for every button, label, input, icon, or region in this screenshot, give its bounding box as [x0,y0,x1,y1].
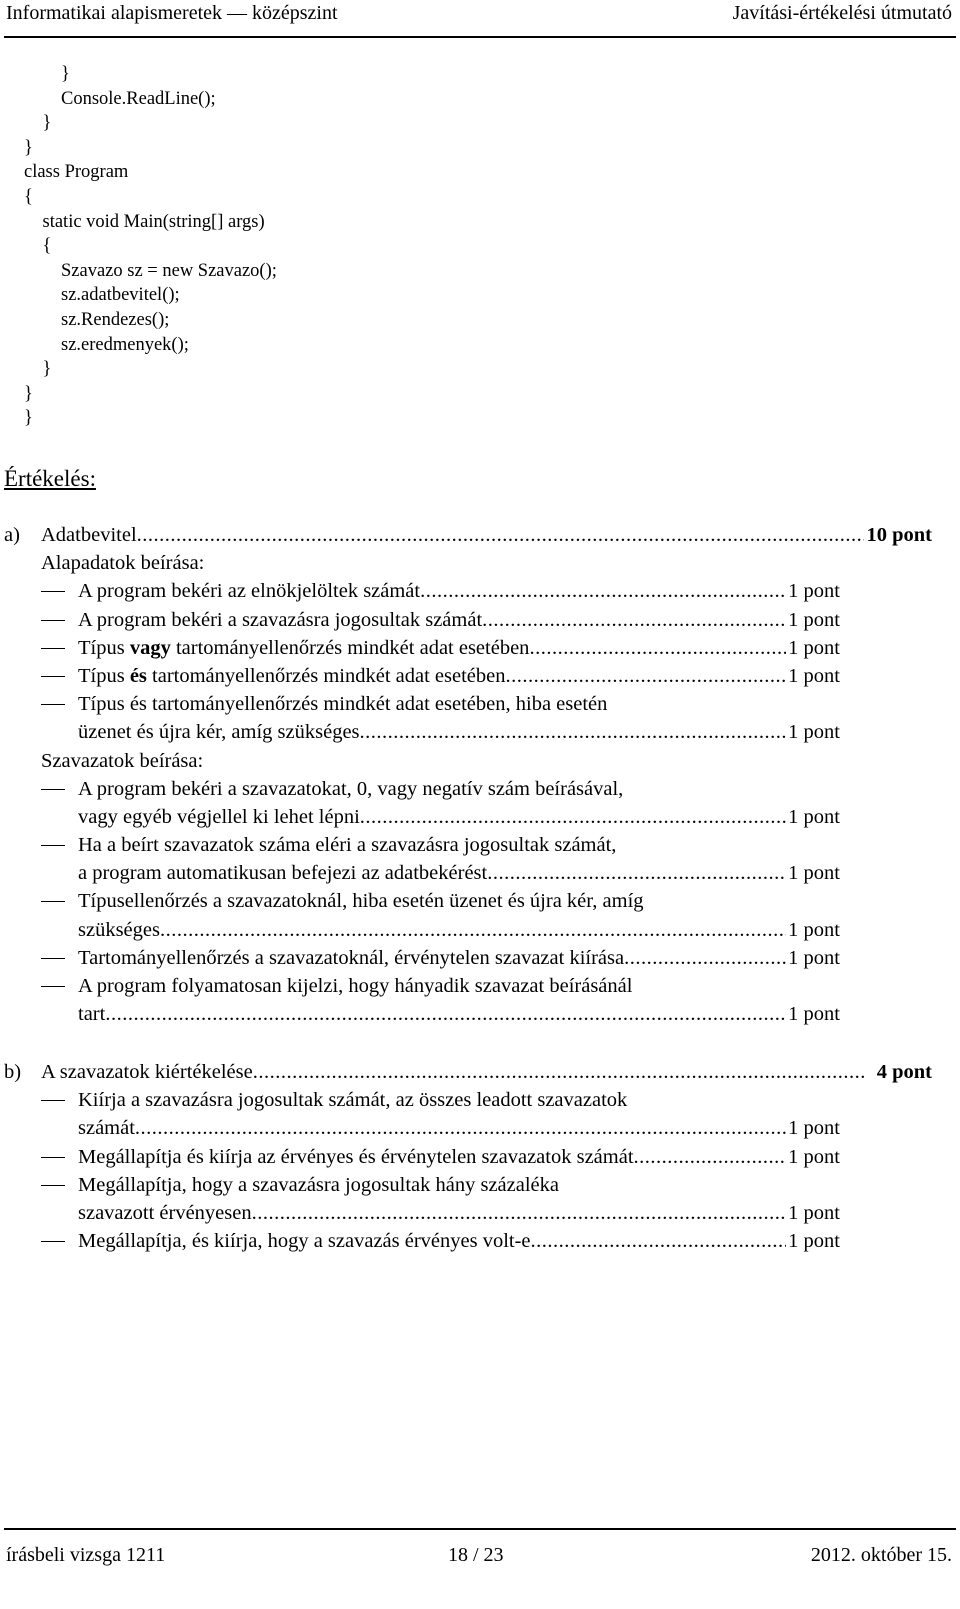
item-text-line1: Típus és tartományellenőrzés mindkét adat esetében, hiba esetén [78,693,608,716]
item-points: 1 pont [788,1145,840,1168]
leader-dots [137,521,865,549]
item-text-line1: Kiírja a szavazásra jogosultak számát, az összes leadott szavazatok [78,1089,628,1112]
dash-bullet [41,789,65,790]
section-points: 4 pont [876,1061,932,1083]
code-line: } [24,137,33,158]
item-points: 1 pont [788,664,840,687]
item-points: 1 pont [788,862,840,885]
item-points: 1 pont [788,636,840,659]
item-text-emphasis: és [129,664,147,687]
dash-bullet [41,676,65,677]
code-line: } [24,383,33,404]
item-text-line1: A program bekéri a szavazatokat, 0, vagy negatív szám beírásával, [78,777,624,800]
list-item [4,690,932,718]
leader-dots [506,662,787,690]
item-points: 1 pont [788,1003,840,1026]
dash-bullet [41,958,65,959]
leader-dots [252,1199,787,1227]
section-title: Adatbevitel [41,524,137,546]
list-item [4,944,932,972]
code-line: } [24,113,52,134]
leader-dots [529,634,786,662]
item-text-emphasis: vagy [129,636,171,659]
dash-bullet [41,986,65,987]
group-title: Alapadatok beírása: [41,552,205,575]
code-line: sz.Rendezes(); [24,309,170,330]
dash-bullet [41,1100,65,1101]
leader-dots [105,1000,786,1028]
leader-dots [482,606,786,634]
code-line: { [24,236,52,257]
section-title: A szavazatok kiértékelése [41,1061,253,1083]
footer-date: 2012. október 15. [810,1544,952,1566]
section-a [4,521,932,1028]
item-text-line1: Típusellenőrzés a szavazatoknál, hiba esetén üzenet és újra kér, amíg [78,890,644,913]
list-item [4,831,932,859]
footer-exam-code: írásbeli vizsga 1211 [6,1544,166,1566]
dash-bullet [41,1157,65,1158]
dash-bullet [41,620,65,621]
list-item [4,972,932,1000]
item-text-pre: Típus [78,636,130,659]
code-line: } [24,359,52,380]
dash-bullet [41,704,65,705]
dash-bullet [41,591,65,592]
leader-dots [135,1114,786,1142]
item-text: üzenet és újra kér, amíg szükséges [78,721,360,744]
item-text: számát [78,1117,135,1140]
evaluation-heading: Értékelés: [4,466,96,491]
list-item [4,634,932,662]
header-doc-type: Javítási-értékelési útmutató [732,2,952,24]
section-points: 10 pont [866,524,932,546]
header-subject: Informatikai alapismeretek — középszint [6,2,338,24]
item-points: 1 pont [788,1117,840,1140]
leader-dots [634,1143,787,1171]
section-a-heading [4,521,932,549]
code-line: Szavazo sz = new Szavazo(); [24,260,277,281]
dash-bullet [41,1185,65,1186]
list-item [4,1171,932,1199]
code-line: } [24,408,33,429]
item-text: Megállapítja és kiírja az érvényes és érvénytelen szavazatok számát [78,1145,634,1168]
item-text-line1: Megállapítja, hogy a szavazásra jogosultak hány százaléka [78,1173,559,1196]
code-line: { [24,186,33,207]
item-text: a program automatikusan befejezi az adatbekérést [78,862,488,885]
leader-dots [160,916,786,944]
list-item [4,606,932,634]
code-line: Console.ReadLine(); [24,88,216,109]
page-header [0,0,960,34]
list-item [4,1227,932,1255]
section-label: a) [4,524,20,546]
header-divider [4,36,956,38]
item-text: A program bekéri az elnökjelöltek számát [78,580,421,603]
list-item [4,1143,932,1171]
item-text: Megállapítja, és kiírja, hogy a szavazás érvényes volt-e [78,1230,531,1253]
item-points: 1 pont [788,580,840,603]
item-text: tart [78,1003,106,1026]
list-item [4,775,932,803]
list-item [4,887,932,915]
item-text: A program bekéri a szavazásra jogosultak számát [78,608,483,631]
item-text-pre: Típus [78,664,130,687]
leader-dots [487,859,786,887]
item-points: 1 pont [788,608,840,631]
item-points: 1 pont [788,946,840,969]
leader-dots [360,803,786,831]
list-item [4,1086,932,1114]
list-item [4,662,932,690]
leader-dots [531,1227,787,1255]
leader-dots [624,944,786,972]
section-b [4,1058,932,1255]
code-line: class Program [24,162,129,183]
item-points: 1 pont [788,1201,840,1224]
leader-dots [420,577,786,605]
leader-dots [360,718,787,746]
code-listing [24,62,277,431]
code-line: static void Main(string[] args) [24,211,265,232]
item-points: 1 pont [788,918,840,941]
footer-page-number: 18 / 23 [448,1544,504,1566]
item-text: Tartományellenőrzés a szavazatoknál, érvénytelen szavazat kiírása [78,946,625,969]
item-points: 1 pont [788,1230,840,1253]
item-text: szavazott érvényesen [78,1201,252,1224]
item-text: szükséges [78,918,160,941]
item-text-post: tartományellenőrzés mindkét adat esetében [146,664,506,687]
list-item [4,577,932,605]
dash-bullet [41,1241,65,1242]
dash-bullet [41,845,65,846]
section-b-heading [4,1058,932,1086]
item-text: vagy egyéb végjellel ki lehet lépni [78,805,360,828]
item-text-line1: Ha a beírt szavazatok száma eléri a szavazásra jogosultak számát, [78,834,617,857]
code-line: sz.eredmenyek(); [24,334,189,355]
item-points: 1 pont [788,805,840,828]
item-points: 1 pont [788,721,840,744]
section-label: b) [4,1061,22,1083]
item-text-line1: A program folyamatosan kijelzi, hogy hányadik szavazat beírásánál [78,975,633,997]
group-title: Szavazatok beírása: [41,749,204,772]
leader-dots [253,1058,865,1086]
code-line: } [24,64,70,84]
item-text-post: tartományellenőrzés mindkét adat esetében [170,636,530,659]
code-line: sz.adatbevitel(); [24,285,180,306]
dash-bullet [41,648,65,649]
dash-bullet [41,901,65,902]
footer-divider [4,1528,956,1530]
